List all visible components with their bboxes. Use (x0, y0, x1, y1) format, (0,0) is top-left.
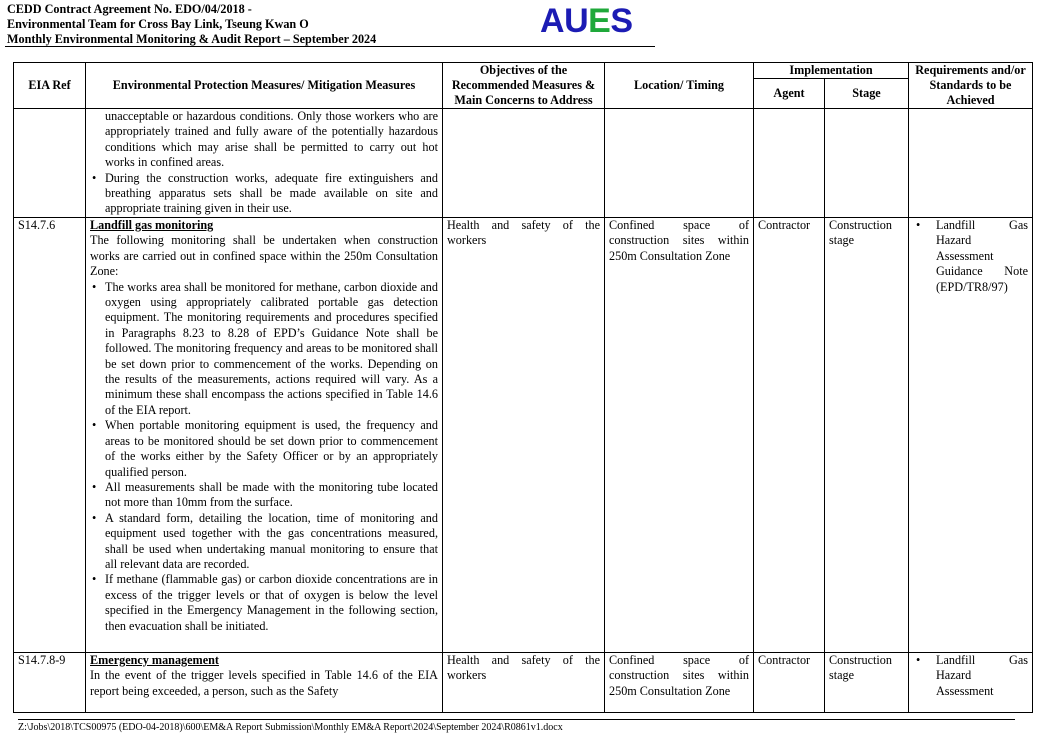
location-cell: Confined space of construction sites within 250m Consultation Zone (605, 653, 754, 713)
logo-letter: E (588, 2, 611, 40)
requirement-list (913, 218, 1028, 295)
stage-cell: Construction stage (825, 653, 909, 713)
objectives-cell: Health and safety of the workers (443, 218, 605, 653)
eia-ref-cell (14, 109, 86, 218)
header-implementation: Implementation (754, 63, 909, 79)
stage-cell: Construction stage (825, 218, 909, 653)
agent-cell: Contractor (754, 653, 825, 713)
measures-cell (86, 109, 443, 218)
objectives-cell: Health and safety of the workers (443, 653, 605, 713)
aues-logo (540, 1, 633, 41)
location-cell: Confined space of construction sites within 250m Consultation Zone (605, 218, 754, 653)
list-item: • Landfill Gas Hazard Assessment (936, 653, 1028, 699)
measure-intro: In the event of the trigger levels specified in Table 14.6 of the EIA report being exceeded, a person, such as the Safety (90, 668, 438, 698)
logo-letter: U (564, 2, 589, 40)
team-line: Environmental Team for Cross Bay Link, Tseung Kwan O (7, 17, 309, 31)
header-rule (5, 46, 655, 47)
list-item: • All measurements shall be made with the monitoring tube located not more than 10mm from the surface. (105, 480, 438, 511)
list-item: • If methane (flammable gas) or carbon dioxide concentrations are in excess of the trigger levels or that of oxygen is below the level specified in the Emergency Management in the following section, then evacuation shall be initiated. (105, 572, 438, 634)
measure-title: Landfill gas monitoring (90, 218, 214, 232)
file-path-footer: Z:\Jobs\2018\TCS00975 (EDO-04-2018)\600\EM&A Report Submission\Monthly EM&A Report\2024\September 2024\R0861v1.docx (18, 722, 563, 733)
measure-bullets (90, 280, 438, 634)
measure-title: Emergency management (90, 653, 219, 667)
measure-intro: The following monitoring shall be undertaken when construction works are carried out in confined space within the 250m Consultation Zone: (90, 233, 438, 279)
header-location: Location/ Timing (605, 63, 754, 109)
requirements-cell (909, 109, 1033, 218)
list-item: • When portable monitoring equipment is used, the frequency and areas to be monitored should be set down prior to commencement of the works either by the Safety Officer or by an appropriately qualified person. (105, 418, 438, 480)
requirements-cell (909, 653, 1033, 713)
requirements-cell (909, 218, 1033, 653)
location-cell (605, 109, 754, 218)
mitigation-measures-table (13, 62, 1033, 713)
agent-cell: Contractor (754, 218, 825, 653)
list-item: • The works area shall be monitored for methane, carbon dioxide and oxygen using appropriately calibrated portable gas detection equipment. The monitoring requirements and procedures specified in Paragraphs 8.23 to 8.28 of EPD’s Guidance Note shall be followed. The monitoring frequency and areas to be monitored shall be set down prior to commencement of the works. Depending on the results of the measurements, actions required will vary. As a minimum these shall encompass the actions specified in Table 14.6 of the EIA report. (105, 280, 438, 419)
list-item: • During the construction works, adequate fire extinguishers and breathing apparatus sets shall be made available on site and appropriate training given in their use. (105, 171, 438, 217)
measures-cell (86, 218, 443, 653)
contract-line: CEDD Contract Agreement No. EDO/04/2018 - (7, 2, 252, 16)
objectives-cell (443, 109, 605, 218)
header-requirements: Requirements and/or Standards to be Achieved (909, 63, 1033, 109)
stage-cell (825, 109, 909, 218)
continuation-text: unacceptable or hazardous conditions. Only those workers who are appropriately trained and fully aware of the potentially hazardous conditions which may arise shall be permitted to carry out hot works in confined areas. (105, 109, 438, 170)
footer-rule (18, 719, 1015, 720)
requirement-list (913, 653, 1028, 699)
table-row (14, 218, 1033, 653)
agent-cell (754, 109, 825, 218)
header-objectives: Objectives of the Recommended Measures & Main Concerns to Address (443, 63, 605, 109)
list-item: • A standard form, detailing the location, time of monitoring and equipment used together with the gas concentrations measured, shall be used when undertaking manual monitoring to ensure that all relevant data are recorded. (105, 511, 438, 573)
logo-letter: S (610, 2, 633, 40)
eia-ref-cell: S14.7.6 (14, 218, 86, 653)
report-title-line: Monthly Environmental Monitoring & Audit Report – September 2024 (7, 32, 377, 46)
measures-cell (86, 653, 443, 713)
header-agent: Agent (754, 79, 825, 109)
header-stage: Stage (825, 79, 909, 109)
table-row (14, 109, 1033, 218)
measure-bullets (90, 171, 438, 217)
table-row (14, 653, 1033, 713)
header-measures: Environmental Protection Measures/ Mitigation Measures (86, 63, 443, 109)
header-eia-ref: EIA Ref (14, 63, 86, 109)
list-item: • Landfill Gas Hazard Assessment Guidance Note (EPD/TR8/97) (936, 218, 1028, 295)
logo-letter: A (540, 2, 565, 40)
eia-ref-cell: S14.7.8-9 (14, 653, 86, 713)
